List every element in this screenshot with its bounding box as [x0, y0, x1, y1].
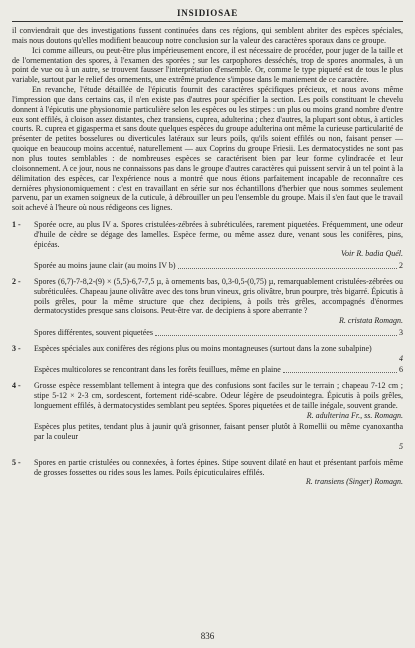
couplet-number: 1 - — [12, 220, 21, 230]
lead-text: Espèces spéciales aux conifères des régions plus ou moins montagneuses (surtout dans la zone subalpine) — [34, 343, 372, 353]
lead-text: Espèces multicolores se rencontrant dans les forêts feuillues, même en plaine — [34, 365, 281, 375]
dot-leader — [155, 328, 397, 336]
lead-text: Spores en partie cristulées ou connexées, à fortes épines. Stipe souvent dilaté en haut et présentant parfois même de grosses fossettes ou rides sous les lames. Poils épicuticulaires effilés. — [34, 457, 403, 477]
identification-key — [12, 220, 403, 487]
body-text — [12, 26, 403, 213]
key-couplet-4 — [12, 381, 403, 452]
couplet-number: 5 - — [12, 457, 21, 467]
dot-leader — [178, 261, 397, 269]
key-couplet-2 — [12, 277, 403, 338]
lead-text: Grosse espèce ressemblant tellement à integra que des confusions sont faciles sur le terrain ; chapeau 7-12 cm ; stipe 5-12 × 2-3 cm, sordescent, fortement ridé-scabre. Odeur légère de pseudointegra. Épicutis à poils grêles, longuement effilés, à dermatocystides semblant peu septées. Spores piquetées et de taille inégale, souvent grande. — [34, 381, 403, 410]
page-number: 836 — [200, 631, 215, 641]
lead-line — [34, 328, 403, 338]
lead-result: 3 — [399, 328, 403, 337]
lead-text: Spores différentes, souvent piquetées — [34, 328, 153, 337]
header-rule — [12, 21, 403, 22]
key-couplet-1 — [12, 220, 403, 271]
taxon-name: R. transiens (Singer) Romagn. — [305, 477, 403, 487]
paragraph-3: En revanche, l'étude détaillée de l'épicutis fournit des caractères spécifiques précieux, et nous avons même l'impression que dans certains cas, il n'en existe pas d'autres pour spécifier la section. Les poils constituant le chevelu donnent à l'épicutis une physionomie particulière selon les espèces ou les stirpes : un plus ou moins grand nombre d'entre eux sont effilés, à cloison assez distantes, chez transiens, cuprea, adulterina ; chez d'autres, la plupart sont obtus, à articles courts. R. cuprea et gigasperma et sans doute quelques espèces du groupe adulterina ont même la curieuse particularité de présenter de petites bosselures ou diverticules latéraux sur leurs poils, qu'ils soient effilés ou non, faisant penser — quoique en beaucoup moins accentué, naturellement — aux Coprins du groupe Friesii. Les dermatocystides ne sont pas non plus toutes semblables : de nombreuses espèces se caractérisent bien par leur forme cylindracée et leur cloisonnement. A ce jour, nous ne connaissons pas dans le groupe d'autres caractères qui puissent servir à un tel point à la délimitation des espèces, car l'expérience nous a montré que nous étions parfaitement incapable de reconnaître ces dernières physionomiquement : c'est en travaillant en série sur nos échantillons d'herbier que nous sommes seulement parvenu, par un examen soigneux de la cuticule, à débrouiller un peu l'ensemble du groupe. Mais il s'en faut que le travail soit achevé à l'heure où nous rédigeons ces lignes. — [12, 85, 403, 213]
running-header: INSIDIOSAE — [176, 8, 239, 18]
paragraph-2: Ici comme ailleurs, ou peut-être plus impérieusement encore, il est nécessaire de procéder, pour juger de la taille et de l'ornementation des spores, à l'examen des sporées ; sur les carpophores desséchés, trop de spores anormales, à un point de vue ou à un autre, se trouvent fausser l'interprétation d'ensemble. Or, comme le type piqueté est de tous le plus variable, surtout par le relief des ornements, une extrême prudence s'impose dans le maniement de ce caractère. — [12, 45, 403, 85]
lead-result: 6 — [399, 365, 403, 375]
lead-result: Voir R. badia Quél. — [341, 249, 403, 259]
lead-result: 2 — [399, 261, 403, 271]
taxon-name: R. cristata Romagn. — [339, 316, 403, 326]
lead-text: Espèces plus petites, tendant plus à jaunir qu'à grisonner, faisant penser plutôt à Romellii ou même cyanoxantha par la couleur — [34, 422, 403, 442]
taxon-name: R. adulterina Fr., ss. Romagn. — [306, 410, 403, 420]
couplet-number: 4 - — [12, 381, 21, 391]
lead-text: Sporée au moins jaune clair (au moins IV b) — [34, 261, 176, 271]
lead-text: Spores (6,7)-7-8,2-(9) × (5,5)-6,7-7,5 µ, à ornements bas, 0,3-0,5-(0,75) µ, remarquablement cristulées-zébrées ou subréticulées. Chapeau jaune olivâtre avec des tons brun vineux, gris olivâtre, brun pourpre, très bigarré. Épicutis à poils grêles, pour la même structure que chez decipiens, à poils très grêles, accompagnés d'énormes dermatocystides presque sans cloisons. Peut-être var. de decipiens à spore aberrante ? — [34, 277, 403, 316]
dot-leader — [283, 365, 397, 373]
lead-line — [34, 365, 403, 375]
paragraph-1: il conviendrait que des investigations fussent continuées dans ces régions, qui semblent abriter des espèces spéciales, mais nous doutons qu'elles modifient beaucoup notre conclusion sur la valeur des caractères sporaux dans ce groupe. — [12, 26, 403, 45]
lead-result: 4 — [399, 353, 403, 363]
lead-result: 5 — [399, 441, 403, 451]
lead-text: Sporée ocre, au plus IV a. Spores cristulées-zébrées à subréticulées, rarement piquetées. Fréquemment, une odeur d'huile de cèdre se dégage des lamelles. Espèce ferme, ou même assez dure, venant sous les conifères, pins, épicéas. — [34, 220, 403, 249]
lead-line — [34, 261, 403, 271]
couplet-number: 2 - — [12, 277, 21, 287]
key-couplet-3 — [12, 344, 403, 375]
key-couplet-5 — [12, 458, 403, 487]
couplet-number: 3 - — [12, 343, 21, 353]
